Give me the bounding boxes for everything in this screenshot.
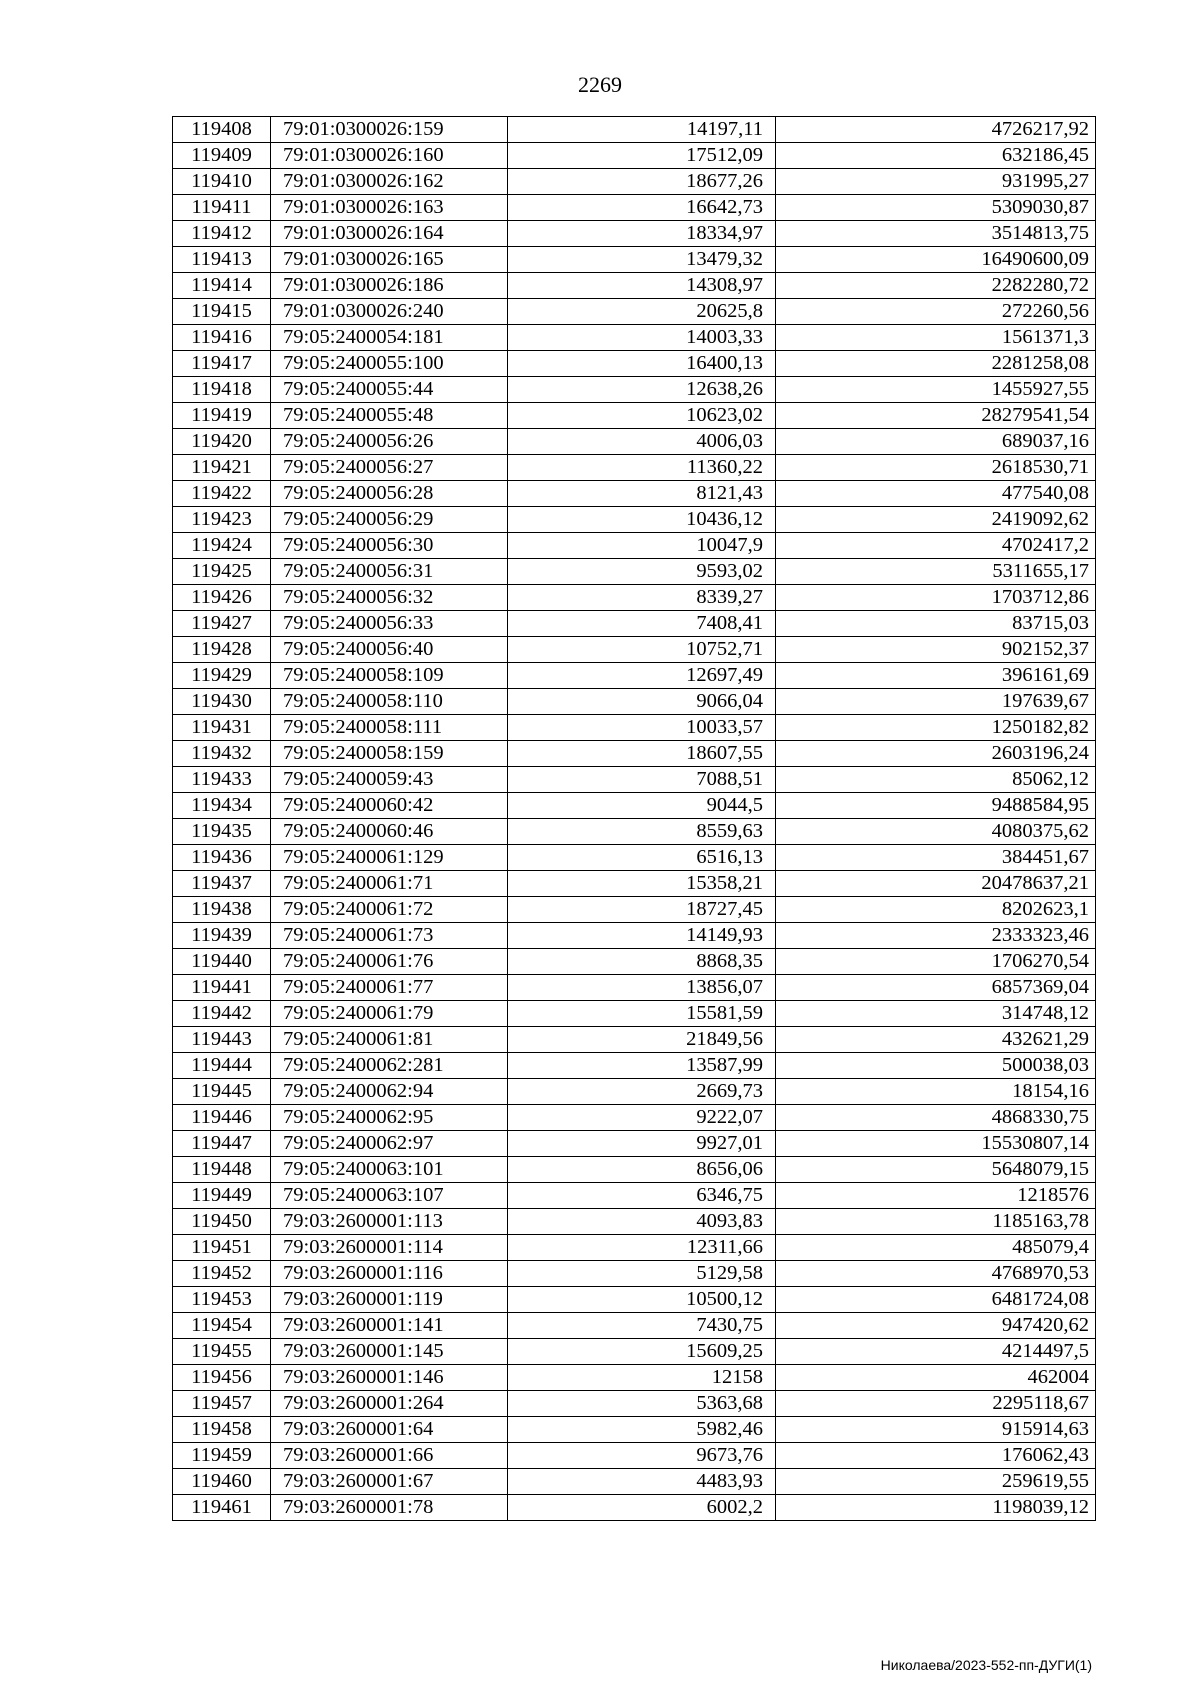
area-value-cell: 12697,49: [508, 663, 776, 689]
cadastral-number-cell: 79:05:2400062:94: [271, 1079, 508, 1105]
row-number-cell: 119455: [173, 1339, 271, 1365]
table-row: [173, 1339, 1096, 1365]
row-number-cell: 119430: [173, 689, 271, 715]
row-number-cell: 119419: [173, 403, 271, 429]
table-row: [173, 1079, 1096, 1105]
cadastral-number-cell: 79:03:2600001:119: [271, 1287, 508, 1313]
cadastral-number-cell: 79:05:2400056:32: [271, 585, 508, 611]
cost-value-cell: 931995,27: [776, 169, 1096, 195]
table-row: [173, 585, 1096, 611]
cadastral-number-cell: 79:03:2600001:114: [271, 1235, 508, 1261]
row-number-cell: 119429: [173, 663, 271, 689]
cost-value-cell: 28279541,54: [776, 403, 1096, 429]
area-value-cell: 9927,01: [508, 1131, 776, 1157]
cost-value-cell: 16490600,09: [776, 247, 1096, 273]
cadastral-number-cell: 79:05:2400055:44: [271, 377, 508, 403]
row-number-cell: 119437: [173, 871, 271, 897]
cadastral-number-cell: 79:05:2400061:72: [271, 897, 508, 923]
cadastral-number-cell: 79:05:2400061:77: [271, 975, 508, 1001]
row-number-cell: 119444: [173, 1053, 271, 1079]
area-value-cell: 10033,57: [508, 715, 776, 741]
cost-value-cell: 1561371,3: [776, 325, 1096, 351]
cost-value-cell: 396161,69: [776, 663, 1096, 689]
cost-value-cell: 1455927,55: [776, 377, 1096, 403]
row-number-cell: 119415: [173, 299, 271, 325]
cadastral-number-cell: 79:03:2600001:113: [271, 1209, 508, 1235]
row-number-cell: 119457: [173, 1391, 271, 1417]
cadastral-number-cell: 79:03:2600001:66: [271, 1443, 508, 1469]
cadastral-number-cell: 79:05:2400061:79: [271, 1001, 508, 1027]
table-row: [173, 1001, 1096, 1027]
row-number-cell: 119427: [173, 611, 271, 637]
area-value-cell: 5129,58: [508, 1261, 776, 1287]
table-row: [173, 923, 1096, 949]
area-value-cell: 14197,11: [508, 117, 776, 143]
area-value-cell: 11360,22: [508, 455, 776, 481]
cadastral-number-cell: 79:01:0300026:164: [271, 221, 508, 247]
area-value-cell: 4483,93: [508, 1469, 776, 1495]
table-row: [173, 455, 1096, 481]
area-value-cell: 13587,99: [508, 1053, 776, 1079]
cost-value-cell: 500038,03: [776, 1053, 1096, 1079]
row-number-cell: 119459: [173, 1443, 271, 1469]
table-row: [173, 1417, 1096, 1443]
area-value-cell: 13479,32: [508, 247, 776, 273]
cost-value-cell: 1706270,54: [776, 949, 1096, 975]
cost-value-cell: 15530807,14: [776, 1131, 1096, 1157]
row-number-cell: 119433: [173, 767, 271, 793]
area-value-cell: 8339,27: [508, 585, 776, 611]
area-value-cell: 8559,63: [508, 819, 776, 845]
cost-value-cell: 4868330,75: [776, 1105, 1096, 1131]
row-number-cell: 119425: [173, 559, 271, 585]
cost-value-cell: 2603196,24: [776, 741, 1096, 767]
cadastral-number-cell: 79:03:2600001:64: [271, 1417, 508, 1443]
cost-value-cell: 9488584,95: [776, 793, 1096, 819]
table-row: [173, 1027, 1096, 1053]
cadastral-number-cell: 79:05:2400062:97: [271, 1131, 508, 1157]
row-number-cell: 119414: [173, 273, 271, 299]
table-row: [173, 377, 1096, 403]
area-value-cell: 9222,07: [508, 1105, 776, 1131]
area-value-cell: 8121,43: [508, 481, 776, 507]
cadastral-number-cell: 79:05:2400056:29: [271, 507, 508, 533]
footer-reference: Николаева/2023-552-пп-ДУГИ(1): [880, 1657, 1092, 1673]
cost-value-cell: 1198039,12: [776, 1495, 1096, 1521]
page-number: 2269: [578, 72, 622, 97]
cost-value-cell: 4214497,5: [776, 1339, 1096, 1365]
row-number-cell: 119421: [173, 455, 271, 481]
area-value-cell: 18727,45: [508, 897, 776, 923]
row-number-cell: 119423: [173, 507, 271, 533]
cost-value-cell: 2419092,62: [776, 507, 1096, 533]
cost-value-cell: 915914,63: [776, 1417, 1096, 1443]
cadastral-number-cell: 79:01:0300026:159: [271, 117, 508, 143]
cost-value-cell: 462004: [776, 1365, 1096, 1391]
table-row: [173, 1157, 1096, 1183]
cost-value-cell: 8202623,1: [776, 897, 1096, 923]
cost-value-cell: 485079,4: [776, 1235, 1096, 1261]
row-number-cell: 119409: [173, 143, 271, 169]
cost-value-cell: 6481724,08: [776, 1287, 1096, 1313]
row-number-cell: 119434: [173, 793, 271, 819]
area-value-cell: 18334,97: [508, 221, 776, 247]
cost-value-cell: 2281258,08: [776, 351, 1096, 377]
table-row: [173, 741, 1096, 767]
area-value-cell: 16400,13: [508, 351, 776, 377]
area-value-cell: 10500,12: [508, 1287, 776, 1313]
area-value-cell: 13856,07: [508, 975, 776, 1001]
cadastral-number-cell: 79:05:2400061:73: [271, 923, 508, 949]
table-row: [173, 1391, 1096, 1417]
table-row: [173, 845, 1096, 871]
cadastral-number-cell: 79:05:2400061:81: [271, 1027, 508, 1053]
cadastral-number-cell: 79:05:2400059:43: [271, 767, 508, 793]
area-value-cell: 17512,09: [508, 143, 776, 169]
area-value-cell: 12311,66: [508, 1235, 776, 1261]
area-value-cell: 4093,83: [508, 1209, 776, 1235]
table-row: [173, 611, 1096, 637]
data-table: [172, 116, 1096, 1521]
area-value-cell: 12158: [508, 1365, 776, 1391]
table-row: [173, 1313, 1096, 1339]
cadastral-number-cell: 79:05:2400063:101: [271, 1157, 508, 1183]
area-value-cell: 5363,68: [508, 1391, 776, 1417]
area-value-cell: 14003,33: [508, 325, 776, 351]
row-number-cell: 119458: [173, 1417, 271, 1443]
row-number-cell: 119445: [173, 1079, 271, 1105]
cost-value-cell: 384451,67: [776, 845, 1096, 871]
table-row: [173, 169, 1096, 195]
cadastral-number-cell: 79:01:0300026:162: [271, 169, 508, 195]
row-number-cell: 119440: [173, 949, 271, 975]
cadastral-number-cell: 79:05:2400060:46: [271, 819, 508, 845]
table-row: [173, 533, 1096, 559]
cost-value-cell: 2282280,72: [776, 273, 1096, 299]
area-value-cell: 16642,73: [508, 195, 776, 221]
table-row: [173, 195, 1096, 221]
table-row: [173, 351, 1096, 377]
cost-value-cell: 477540,08: [776, 481, 1096, 507]
cost-value-cell: 947420,62: [776, 1313, 1096, 1339]
cadastral-number-cell: 79:03:2600001:264: [271, 1391, 508, 1417]
row-number-cell: 119424: [173, 533, 271, 559]
area-value-cell: 9593,02: [508, 559, 776, 585]
cadastral-number-cell: 79:05:2400055:48: [271, 403, 508, 429]
row-number-cell: 119438: [173, 897, 271, 923]
table-row: [173, 143, 1096, 169]
cost-value-cell: 5309030,87: [776, 195, 1096, 221]
row-number-cell: 119435: [173, 819, 271, 845]
cost-value-cell: 18154,16: [776, 1079, 1096, 1105]
table-row: [173, 403, 1096, 429]
cost-value-cell: 259619,55: [776, 1469, 1096, 1495]
table-row: [173, 1053, 1096, 1079]
row-number-cell: 119441: [173, 975, 271, 1001]
area-value-cell: 15581,59: [508, 1001, 776, 1027]
cost-value-cell: 197639,67: [776, 689, 1096, 715]
cost-value-cell: 4702417,2: [776, 533, 1096, 559]
table-row: [173, 117, 1096, 143]
table-row: [173, 1209, 1096, 1235]
table-body: [173, 117, 1096, 1521]
table-row: [173, 975, 1096, 1001]
row-number-cell: 119431: [173, 715, 271, 741]
cadastral-number-cell: 79:05:2400061:71: [271, 871, 508, 897]
cost-value-cell: 1250182,82: [776, 715, 1096, 741]
row-number-cell: 119451: [173, 1235, 271, 1261]
cadastral-number-cell: 79:05:2400062:95: [271, 1105, 508, 1131]
area-value-cell: 21849,56: [508, 1027, 776, 1053]
cadastral-number-cell: 79:05:2400056:26: [271, 429, 508, 455]
table-row: [173, 507, 1096, 533]
table-row: [173, 1105, 1096, 1131]
table-row: [173, 1469, 1096, 1495]
area-value-cell: 18607,55: [508, 741, 776, 767]
area-value-cell: 8868,35: [508, 949, 776, 975]
table-row: [173, 767, 1096, 793]
cost-value-cell: 1703712,86: [776, 585, 1096, 611]
cadastral-number-cell: 79:03:2600001:116: [271, 1261, 508, 1287]
table-row: [173, 429, 1096, 455]
row-number-cell: 119447: [173, 1131, 271, 1157]
cadastral-number-cell: 79:05:2400058:111: [271, 715, 508, 741]
cadastral-number-cell: 79:05:2400056:31: [271, 559, 508, 585]
row-number-cell: 119418: [173, 377, 271, 403]
cost-value-cell: 314748,12: [776, 1001, 1096, 1027]
table-row: [173, 325, 1096, 351]
cadastral-number-cell: 79:05:2400062:281: [271, 1053, 508, 1079]
cost-value-cell: 2333323,46: [776, 923, 1096, 949]
cadastral-number-cell: 79:03:2600001:141: [271, 1313, 508, 1339]
row-number-cell: 119454: [173, 1313, 271, 1339]
cost-value-cell: 20478637,21: [776, 871, 1096, 897]
row-number-cell: 119422: [173, 481, 271, 507]
area-value-cell: 14308,97: [508, 273, 776, 299]
cost-value-cell: 1218576: [776, 1183, 1096, 1209]
row-number-cell: 119442: [173, 1001, 271, 1027]
cadastral-number-cell: 79:01:0300026:240: [271, 299, 508, 325]
cost-value-cell: 272260,56: [776, 299, 1096, 325]
area-value-cell: 9044,5: [508, 793, 776, 819]
area-value-cell: 7408,41: [508, 611, 776, 637]
table-row: [173, 793, 1096, 819]
table-row: [173, 1131, 1096, 1157]
cadastral-number-cell: 79:05:2400058:110: [271, 689, 508, 715]
row-number-cell: 119443: [173, 1027, 271, 1053]
table-row: [173, 715, 1096, 741]
cost-value-cell: 4726217,92: [776, 117, 1096, 143]
area-value-cell: 9066,04: [508, 689, 776, 715]
area-value-cell: 14149,93: [508, 923, 776, 949]
area-value-cell: 9673,76: [508, 1443, 776, 1469]
row-number-cell: 119408: [173, 117, 271, 143]
area-value-cell: 6002,2: [508, 1495, 776, 1521]
area-value-cell: 10047,9: [508, 533, 776, 559]
cost-value-cell: 432621,29: [776, 1027, 1096, 1053]
row-number-cell: 119461: [173, 1495, 271, 1521]
cadastral-number-cell: 79:05:2400054:181: [271, 325, 508, 351]
area-value-cell: 15358,21: [508, 871, 776, 897]
row-number-cell: 119432: [173, 741, 271, 767]
cost-value-cell: 4768970,53: [776, 1261, 1096, 1287]
cost-value-cell: 83715,03: [776, 611, 1096, 637]
table-row: [173, 689, 1096, 715]
cadastral-number-cell: 79:03:2600001:145: [271, 1339, 508, 1365]
area-value-cell: 20625,8: [508, 299, 776, 325]
row-number-cell: 119413: [173, 247, 271, 273]
table-row: [173, 1287, 1096, 1313]
cadastral-number-cell: 79:05:2400056:28: [271, 481, 508, 507]
cost-value-cell: 3514813,75: [776, 221, 1096, 247]
cost-value-cell: 902152,37: [776, 637, 1096, 663]
area-value-cell: 8656,06: [508, 1157, 776, 1183]
cost-value-cell: 6857369,04: [776, 975, 1096, 1001]
table-row: [173, 559, 1096, 585]
cost-value-cell: 2295118,67: [776, 1391, 1096, 1417]
area-value-cell: 10623,02: [508, 403, 776, 429]
cadastral-number-cell: 79:03:2600001:146: [271, 1365, 508, 1391]
table-row: [173, 247, 1096, 273]
row-number-cell: 119426: [173, 585, 271, 611]
table-row: [173, 871, 1096, 897]
area-value-cell: 2669,73: [508, 1079, 776, 1105]
cost-value-cell: 5648079,15: [776, 1157, 1096, 1183]
cadastral-number-cell: 79:05:2400058:159: [271, 741, 508, 767]
cadastral-number-cell: 79:01:0300026:186: [271, 273, 508, 299]
row-number-cell: 119446: [173, 1105, 271, 1131]
area-value-cell: 5982,46: [508, 1417, 776, 1443]
area-value-cell: 7088,51: [508, 767, 776, 793]
area-value-cell: 4006,03: [508, 429, 776, 455]
table-row: [173, 1261, 1096, 1287]
cadastral-number-cell: 79:03:2600001:78: [271, 1495, 508, 1521]
cost-value-cell: 176062,43: [776, 1443, 1096, 1469]
area-value-cell: 10436,12: [508, 507, 776, 533]
cadastral-number-cell: 79:05:2400056:40: [271, 637, 508, 663]
area-value-cell: 18677,26: [508, 169, 776, 195]
row-number-cell: 119416: [173, 325, 271, 351]
area-value-cell: 10752,71: [508, 637, 776, 663]
table-row: [173, 1495, 1096, 1521]
table-row: [173, 819, 1096, 845]
row-number-cell: 119428: [173, 637, 271, 663]
cadastral-number-cell: 79:05:2400056:33: [271, 611, 508, 637]
table-row: [173, 1235, 1096, 1261]
cadastral-number-cell: 79:01:0300026:163: [271, 195, 508, 221]
row-number-cell: 119436: [173, 845, 271, 871]
table-row: [173, 897, 1096, 923]
table-row: [173, 637, 1096, 663]
cadastral-number-cell: 79:05:2400061:129: [271, 845, 508, 871]
cost-value-cell: 85062,12: [776, 767, 1096, 793]
table-row: [173, 949, 1096, 975]
cadastral-number-cell: 79:01:0300026:160: [271, 143, 508, 169]
area-value-cell: 6346,75: [508, 1183, 776, 1209]
row-number-cell: 119448: [173, 1157, 271, 1183]
area-value-cell: 6516,13: [508, 845, 776, 871]
row-number-cell: 119417: [173, 351, 271, 377]
row-number-cell: 119411: [173, 195, 271, 221]
cadastral-number-cell: 79:05:2400055:100: [271, 351, 508, 377]
table-row: [173, 663, 1096, 689]
area-value-cell: 12638,26: [508, 377, 776, 403]
row-number-cell: 119453: [173, 1287, 271, 1313]
row-number-cell: 119460: [173, 1469, 271, 1495]
area-value-cell: 15609,25: [508, 1339, 776, 1365]
cost-value-cell: 1185163,78: [776, 1209, 1096, 1235]
cost-value-cell: 4080375,62: [776, 819, 1096, 845]
row-number-cell: 119450: [173, 1209, 271, 1235]
row-number-cell: 119439: [173, 923, 271, 949]
table-row: [173, 273, 1096, 299]
cadastral-number-cell: 79:05:2400063:107: [271, 1183, 508, 1209]
row-number-cell: 119449: [173, 1183, 271, 1209]
cost-value-cell: 5311655,17: [776, 559, 1096, 585]
cadastral-number-cell: 79:01:0300026:165: [271, 247, 508, 273]
area-value-cell: 7430,75: [508, 1313, 776, 1339]
cost-value-cell: 689037,16: [776, 429, 1096, 455]
table-row: [173, 1183, 1096, 1209]
row-number-cell: 119456: [173, 1365, 271, 1391]
cadastral-number-cell: 79:03:2600001:67: [271, 1469, 508, 1495]
cadastral-number-cell: 79:05:2400060:42: [271, 793, 508, 819]
row-number-cell: 119412: [173, 221, 271, 247]
table-row: [173, 1443, 1096, 1469]
row-number-cell: 119410: [173, 169, 271, 195]
cost-value-cell: 2618530,71: [776, 455, 1096, 481]
table-row: [173, 299, 1096, 325]
table-row: [173, 481, 1096, 507]
cadastral-number-cell: 79:05:2400058:109: [271, 663, 508, 689]
cadastral-number-cell: 79:05:2400061:76: [271, 949, 508, 975]
table-row: [173, 1365, 1096, 1391]
cadastral-number-cell: 79:05:2400056:27: [271, 455, 508, 481]
row-number-cell: 119452: [173, 1261, 271, 1287]
cadastral-number-cell: 79:05:2400056:30: [271, 533, 508, 559]
cost-value-cell: 632186,45: [776, 143, 1096, 169]
table-row: [173, 221, 1096, 247]
row-number-cell: 119420: [173, 429, 271, 455]
